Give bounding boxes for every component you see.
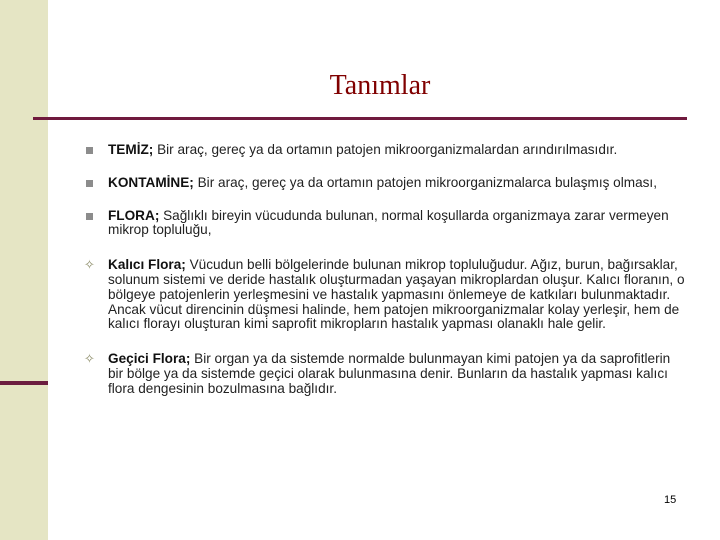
definition-term: Kalıcı Flora; (108, 257, 186, 273)
definition-term: TEMİZ; (108, 142, 154, 157)
definition-term: Geçici Flora; (108, 351, 191, 367)
square-bullet-icon (86, 213, 93, 220)
definition-item-kalici-flora (86, 258, 686, 332)
definition-list (86, 143, 686, 415)
definition-text: Vücudun belli bölgelerinde bulunan mikrop topluluğudur. Ağız, burun, bağırsaklar, solunum sistemi ve deride hastalık oluşturmadan yaşayan mikroplardan oluşur. Kalıcı floranın, o bölgeye patojenlerin yerleşmesini ve hastalık yapmasını önlemeye de katkıları bulunmaktadır. Ancak vücut direncinin düşmesi halinde, hem patojen mikroorganizmalar kolay yerleşir, hem de kalıcı florayı oluşturan kimi saprofit mikropların hastalık yapması olanaklı hale gelir. (108, 257, 685, 332)
slide-title: Tanımlar (329, 70, 431, 101)
diamond-bullet-icon: ✧ (84, 257, 95, 273)
diamond-bullet-icon: ✧ (84, 351, 95, 367)
title-rule (33, 117, 687, 120)
definition-text: Sağlıklı bireyin vücudunda bulunan, normal koşullarda organizmaya zarar vermeyen mikrop topluluğu, (108, 207, 669, 238)
side-accent-mark (0, 381, 48, 385)
definition-text: Bir araç, gereç ya da ortamın patojen mikroorganizmalardan arındırılmasıdır. (153, 142, 618, 157)
square-bullet-icon (86, 180, 93, 187)
page-number: 15 (664, 494, 677, 506)
definition-item-temiz (86, 143, 686, 158)
definition-text: Bir araç, gereç ya da ortamın patojen mikroorganizmalarca bulaşmış olması, (193, 174, 657, 190)
definition-text: Bir organ ya da sistemde normalde bulunmayan kimi patojen ya da saprofitlerin bir bölge ya da sistemde geçici olarak bulunmasına denir. Bunların da hastalık yapması kalıcı flora dengesinin bozulmasına bağlıdır. (108, 351, 671, 396)
definition-item-flora (86, 209, 686, 239)
definition-term: FLORA; (108, 207, 160, 223)
definition-term: KONTAMİNE; (108, 174, 194, 190)
definition-item-gecici-flora (86, 352, 686, 396)
definition-item-kontamine (86, 176, 686, 191)
square-bullet-icon (86, 147, 93, 154)
